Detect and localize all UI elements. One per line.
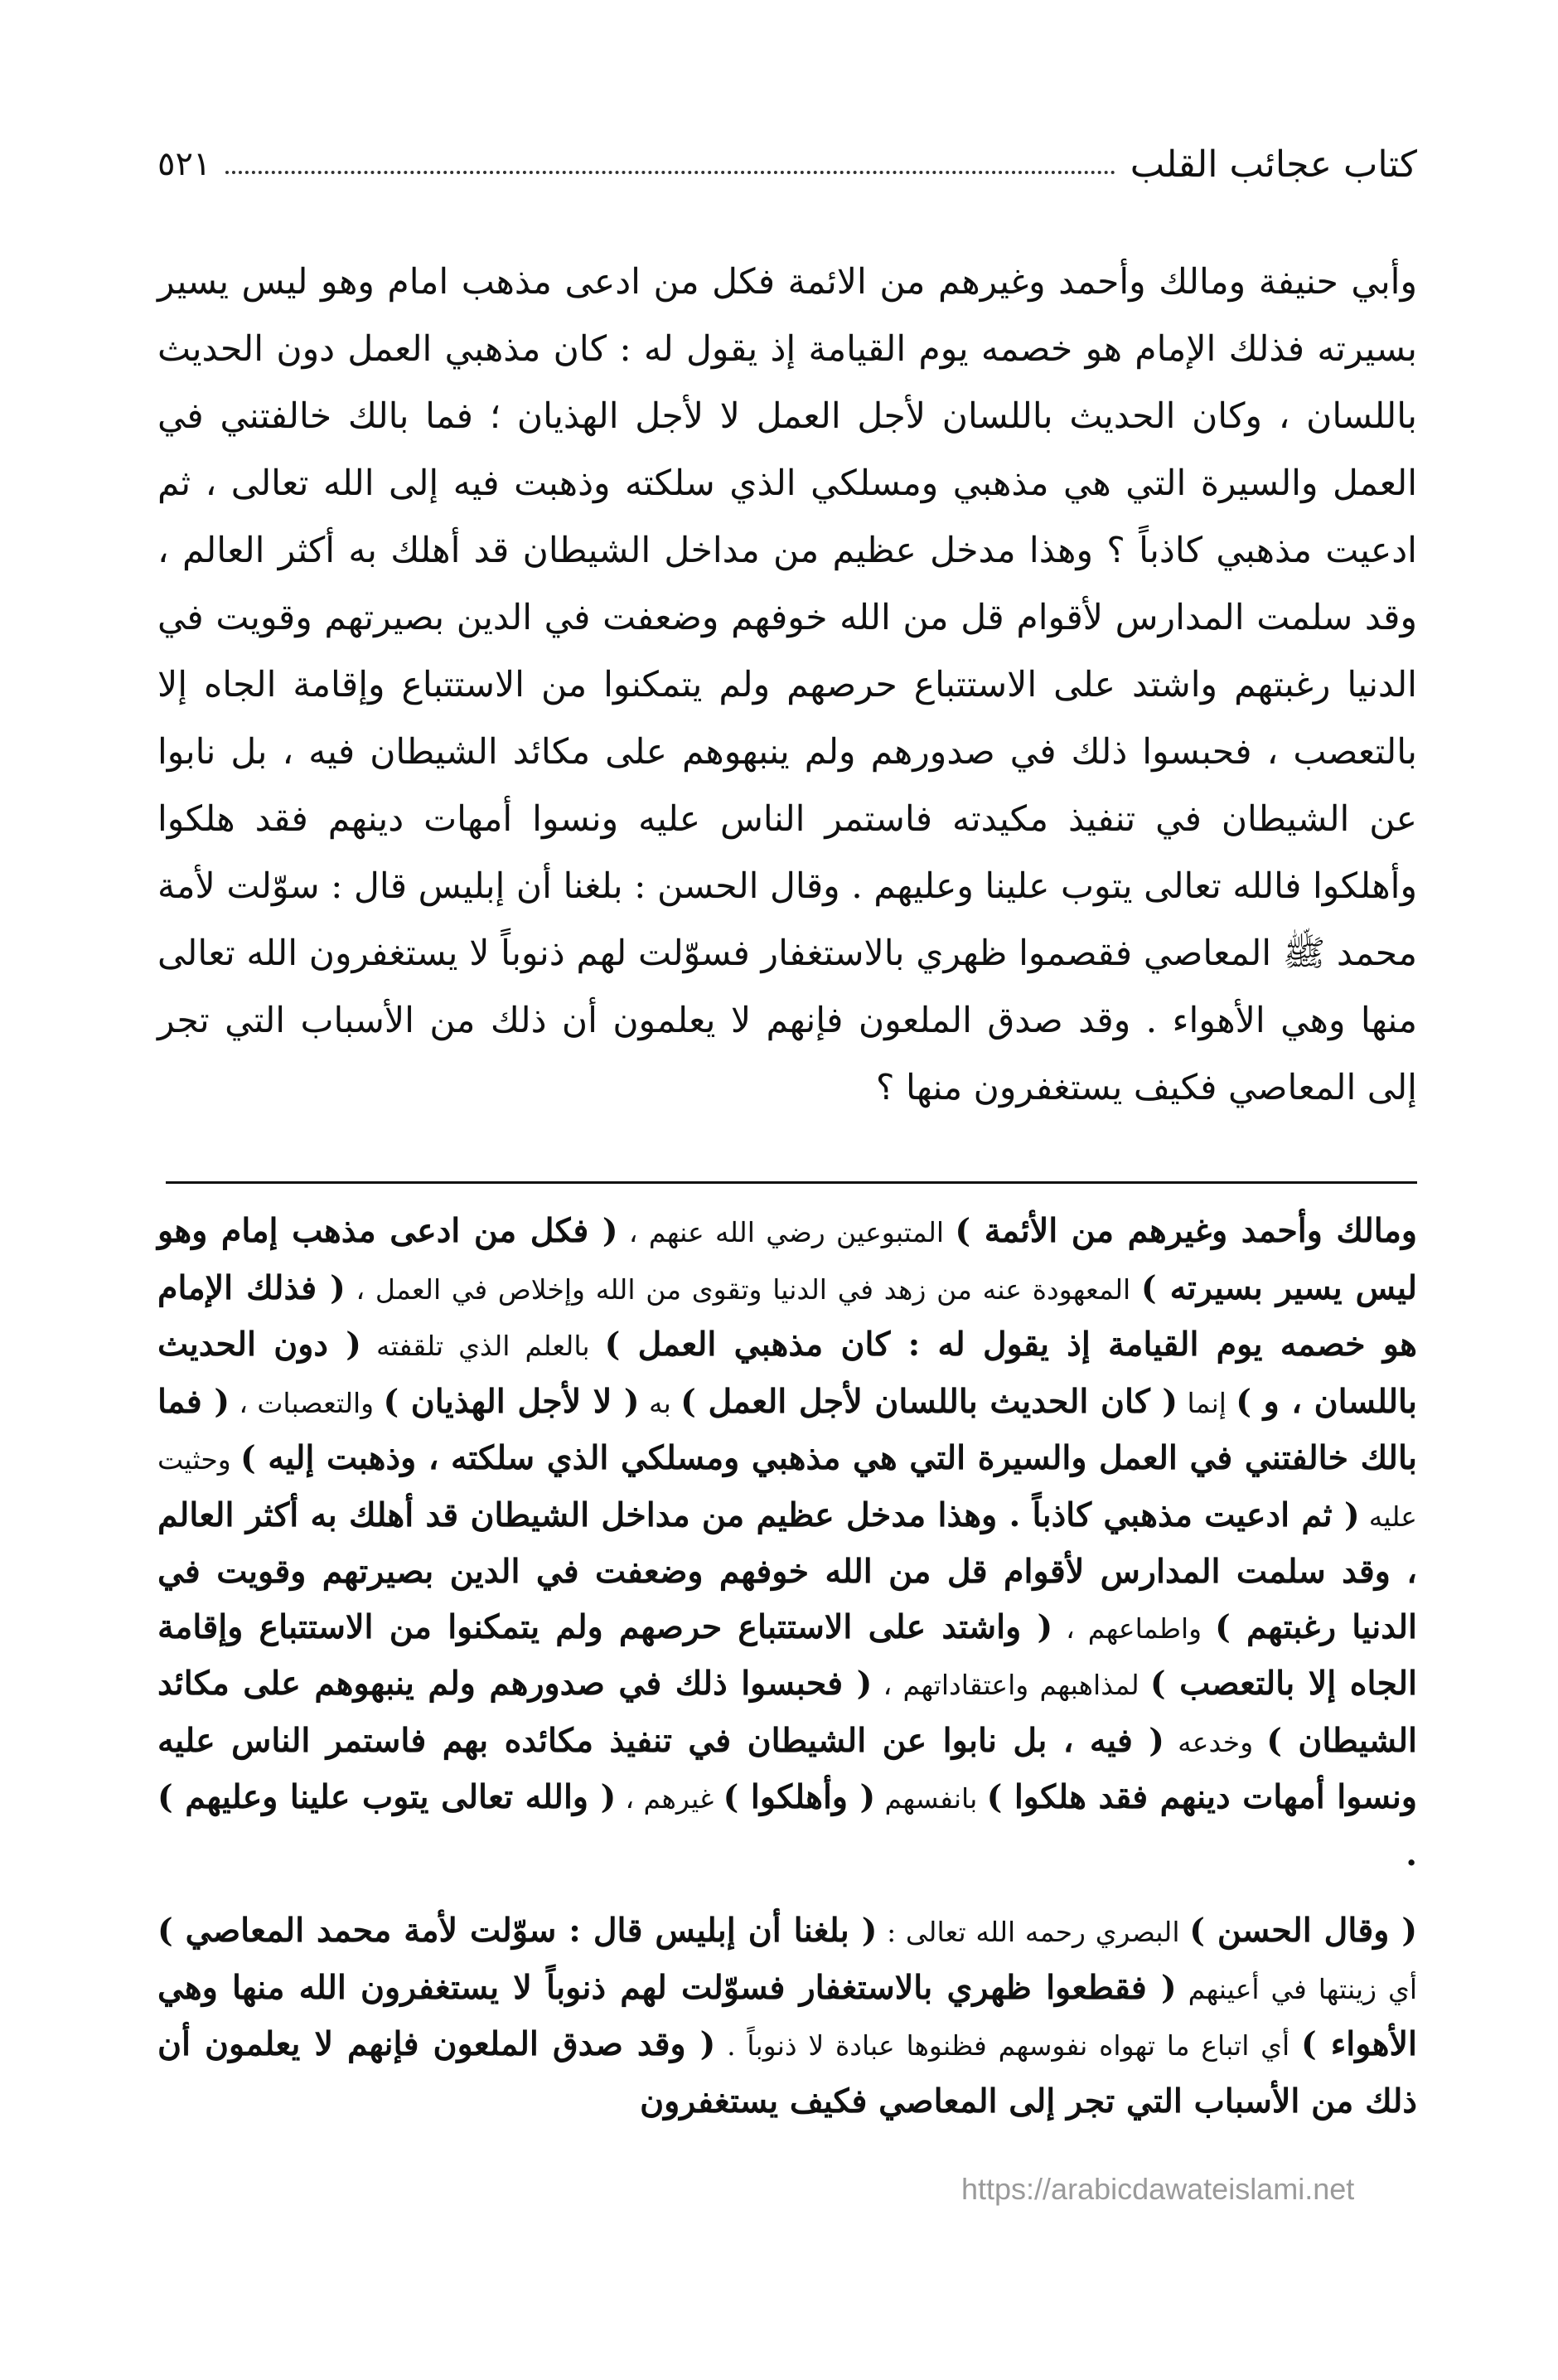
explanation-text: أي اتباع ما تهواه نفوسهم فظنوها عبادة لا ذنوباً .	[715, 2029, 1301, 2062]
footnote-divider	[166, 1181, 1417, 1184]
explanation-text: به	[639, 1386, 681, 1419]
watermark-url: https://arabicdawateislami.net	[961, 2172, 1355, 2206]
quoted-text: ( كان الحديث باللسان لأجل العمل )	[680, 1382, 1178, 1421]
quoted-text: ( وقال الحسن )	[1189, 1912, 1418, 1950]
quoted-text: ( فذلك الإمام هو خصمه يوم القيامة إذ يقول له : كان مذهبي العمل )	[157, 1268, 1418, 1364]
quoted-text: ( فقطعوا ظهري بالاستغفار فسوّلت لهم ذنوباً لا يستغفرون الله منها وهي الأهواء )	[157, 1968, 1417, 2063]
explanation-text: بانفسهم	[875, 1782, 987, 1815]
quoted-text: ( بلغنا أن إبليس قال : سوّلت لأمة محمد المعاصي )	[157, 1912, 878, 1950]
quoted-text: ( وقد صدق الملعون فإنهم لا يعلمون أن ذلك من الأسباب التي تجر إلى المعاصي فكيف يستغفرون	[157, 2025, 1417, 2121]
explanation-text: والتعصبات ،	[230, 1386, 384, 1419]
explanation-text: وحثيت عليه	[157, 1443, 1417, 1533]
explanation-text: غيرهم ،	[616, 1782, 723, 1815]
page-number: ٥٢١	[157, 145, 211, 183]
main-paragraph: وأبي حنيفة ومالك وأحمد وغيرهم من الائمة فكل من ادعى مذهب امام وهو ليس يسير بسيرته فذلك الإمام هو خصمه يوم القيامة إذ يقول له : كان مذهبي العمل دون الحديث باللسان ، وكان الحديث باللسان لأجل العمل لا لأجل الهذيان ؛ فما بالك خالفتني في العمل والسيرة التي هي مذهبي ومسلكي الذي سلكته وذهبت فيه إلى الله تعالى ، ثم ادعيت مذهبي كاذباً ؟ وهذا مدخل عظيم من مداخل الشيطان قد أهلك به أكثر العالم ، وقد سلمت المدارس لأقوام قل من الله خوفهم وضعفت في الدين بصيرتهم وقويت في الدنيا رغبتهم واشتد على الاستتباع حرصهم ولم يتمكنوا من الاستتباع وإقامة الجاه إلا بالتعصب ، فحبسوا ذلك في صدورهم ولم ينبهوهم على مكائد الشيطان فيه ، بل نابوا عن الشيطان في تنفيذ مكيدته فاستمر الناس عليه ونسوا أمهات دينهم فقد هلكوا وأهلكوا فالله تعالى يتوب علينا وعليهم . وقال الحسن : بلغنا أن إبليس قال : سوّلت لأمة محمد ﷺ المعاصي فقصموا ظهري بالاستغفار فسوّلت لهم ذنوباً لا يستغفرون الله تعالى منها وهي الأهواء . وقد صدق الملعون فإنهم لا يعلمون أن ذلك من الأسباب التي تجر إلى المعاصي فكيف يستغفرون منها ؟	[157, 262, 1417, 1108]
header-dotted-leader	[225, 171, 1115, 174]
explanation-text: المعهودة عنه من زهد في الدنيا وتقوى من الله وإخلاص في العمل ،	[345, 1272, 1141, 1306]
explanation-text: بالعلم الذي تلقفته	[360, 1330, 605, 1362]
explanation-text: المتبوعين رضي الله عنهم ،	[617, 1216, 956, 1248]
quoted-text: ( ثم ادعيت مذهبي كاذباً . وهذا مدخل عظيم من مداخل الشيطان قد أهلك به أكثر العالم ، وقد سلمت المدارس لأقوام قل من الله خوفهم وضعفت في الدين بصيرتهم وقويت في الدنيا رغبتهم )	[157, 1495, 1417, 1646]
quoted-text: ( فيه ، بل نابوا عن الشيطان في تنفيذ مكائده بهم فاستمر الناس عليه ونسوا أمهات دينهم فقد هلكوا )	[157, 1721, 1417, 1816]
explanation-text: أي زينتها في أعينهم	[1176, 1972, 1417, 2005]
quoted-text: ( فكل من ادعى مذهب إمام وهو ليس يسير بسيرته )	[157, 1212, 1417, 1307]
commentary-paragraph-1	[157, 1204, 1417, 1882]
quoted-text: ( دون الحديث باللسان ، و )	[157, 1326, 1418, 1421]
quoted-text: ( فحبسوا ذلك في صدورهم ولم ينبهوهم على مكائد الشيطان )	[157, 1665, 1417, 1760]
page-header	[157, 139, 1417, 189]
quoted-text: ( واشتد على الاستتباع حرصهم ولم يتمكنوا من الاستتباع وإقامة الجاه إلا بالتعصب )	[157, 1607, 1417, 1703]
explanation-text: واطماعهم ،	[1052, 1612, 1216, 1645]
commentary	[157, 1204, 1417, 2129]
explanation-text: لمذاهبهم واعتقاداتهم ،	[872, 1669, 1150, 1701]
quoted-text: ( والله تعالى يتوب علينا وعليهم ) .	[157, 1778, 1417, 1873]
quoted-text: ومالك وأحمد وغيرهم من الأئمة )	[955, 1212, 1417, 1250]
explanation-text: وخدعه	[1164, 1725, 1267, 1758]
book-title: كتاب عجائب القلب	[1130, 143, 1417, 186]
explanation-text: البصري رحمه الله تعالى :	[877, 1916, 1190, 1948]
commentary-paragraph-2	[157, 1903, 1417, 2129]
quoted-text: ( فما بالك خالفتني في العمل والسيرة التي هي مذهبي ومسلكي الذي سلكته ، وذهبت إليه )	[157, 1382, 1417, 1477]
quoted-text: ( لا لأجل الهذيان )	[383, 1382, 640, 1421]
quoted-text: ( وأهلكوا )	[723, 1778, 876, 1816]
explanation-text: إنما	[1178, 1386, 1236, 1419]
main-text	[157, 249, 1417, 1122]
